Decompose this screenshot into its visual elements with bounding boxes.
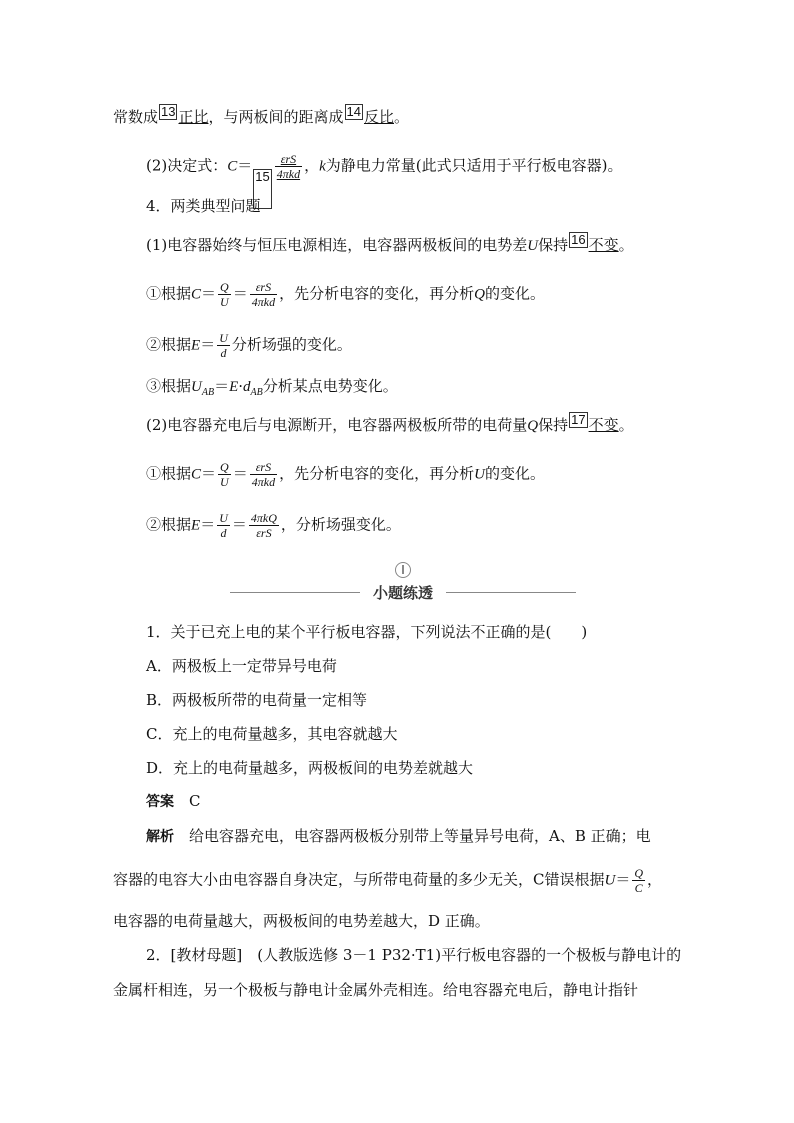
formula-fraction: $\frac{U}{d}$ xyxy=(219,511,228,540)
blank-number: 15 xyxy=(253,169,271,209)
text-line: ③根据$U_{AB}=E\cdot d_{AB}$分析某点电势变化。 xyxy=(146,377,398,398)
blank-number: 14 xyxy=(346,104,361,119)
formula-fraction: $\frac{\text{εrS}}{\text{4πkd}}$ xyxy=(251,460,276,489)
divider-line xyxy=(446,592,576,593)
question-stem: 2．[教材母题] (人教版选修 3－1 P32·T1)平行板电容器的一个极板与静电计的 xyxy=(146,946,682,964)
answer-text: 不变 xyxy=(588,416,619,434)
blank-number: 17 xyxy=(571,412,586,427)
option-c: C．充上的电荷量越多，其电容就越大 xyxy=(146,725,398,743)
analysis-line: 解析 给电容器充电，电容器两极板分别带上等量异号电荷，A、B 正确；电 xyxy=(146,827,651,845)
formula-fraction: $\frac{\text{4πkQ}}{\text{εrS}}$ xyxy=(250,511,277,540)
question-stem: 1．关于已充上电的某个平行板电容器，下列说法不正确的是( ) xyxy=(146,623,588,641)
blank-number: 16 xyxy=(571,232,586,247)
formula-fraction: $\frac{U}{d}$ xyxy=(219,331,228,360)
pen-icon xyxy=(395,562,411,578)
option-b: B．两极板所带的电荷量一定相等 xyxy=(146,691,368,709)
analysis-line: 容器的电容大小由电容器自身决定，与所带电荷量的多少无关，C错误根据U＝ $\frac{Q}{C}$ ， xyxy=(113,866,663,895)
formula-fraction: $\frac{Q}{U}$ xyxy=(220,280,229,309)
analysis-line: 电容器的电荷量越大，两极板间的电势差越大，D 正确。 xyxy=(113,912,490,930)
section-heading: 4．两类典型问题 xyxy=(146,197,261,215)
formula-fraction: $\frac{Q}{U}$ xyxy=(220,460,229,489)
text-line: ①根据C＝ $\frac{Q}{U}$ ＝ $\frac{\text{εrS}}{\text{4πkd}}$ ，先分析电容的变化，再分析Q的变化。 xyxy=(146,280,545,309)
text-line: (2)决定式：C＝15 $\frac{\text{εrS}}{\text{4πkd}}$ ，k为静电力常量(此式只适用于平行板电容器)。 xyxy=(146,152,623,209)
formula-fraction: $\frac{\text{εrS}}{\text{4πkd}}$ xyxy=(276,152,301,181)
answer-label: 答案 xyxy=(146,794,174,810)
section-title: 小题练透 xyxy=(372,584,433,602)
option-d: D．充上的电荷量越多，两极板间的电势差就越大 xyxy=(146,759,474,777)
option-a: A．两极板上一定带异号电荷 xyxy=(146,657,337,675)
text-line: 常数成 13 正比，与两板间的距离成 14 反比。 xyxy=(113,104,410,126)
answer-text: 正比 xyxy=(178,108,209,126)
answer-line xyxy=(146,791,201,812)
text-line: ②根据E＝ $\frac{U}{d}$ 分析场强的变化。 xyxy=(146,331,352,360)
text-line: (2)电容器充电后与电源断开，电容器两极板所带的电荷量Q保持 17 不变。 xyxy=(146,412,634,434)
analysis-label: 解析 xyxy=(146,829,174,845)
text-line: ①根据C＝ $\frac{Q}{U}$ ＝ $\frac{\text{εrS}}{\text{4πkd}}$ ，先分析电容的变化，再分析U的变化。 xyxy=(146,460,545,489)
text-line: (1)电容器始终与恒压电源相连，电容器两极板间的电势差U保持 16 不变。 xyxy=(146,232,634,254)
formula-fraction: $\frac{Q}{C}$ xyxy=(634,866,644,895)
answer-text: 不变 xyxy=(588,236,619,254)
section-divider xyxy=(230,578,576,608)
formula-fraction: $\frac{\text{εrS}}{\text{4πkd}}$ xyxy=(251,280,276,309)
answer-text: 反比 xyxy=(363,108,394,126)
answer-value: C xyxy=(189,792,201,810)
blank-number: 13 xyxy=(161,104,176,119)
text-line: ②根据E＝ $\frac{U}{d}$ ＝ $\frac{\text{4πkQ}}{\text{εrS}}$ ，分析场强变化。 xyxy=(146,511,401,540)
question-stem: 金属杆相连，另一个极板与静电计金属外壳相连。给电容器充电后，静电计指针 xyxy=(113,981,639,999)
